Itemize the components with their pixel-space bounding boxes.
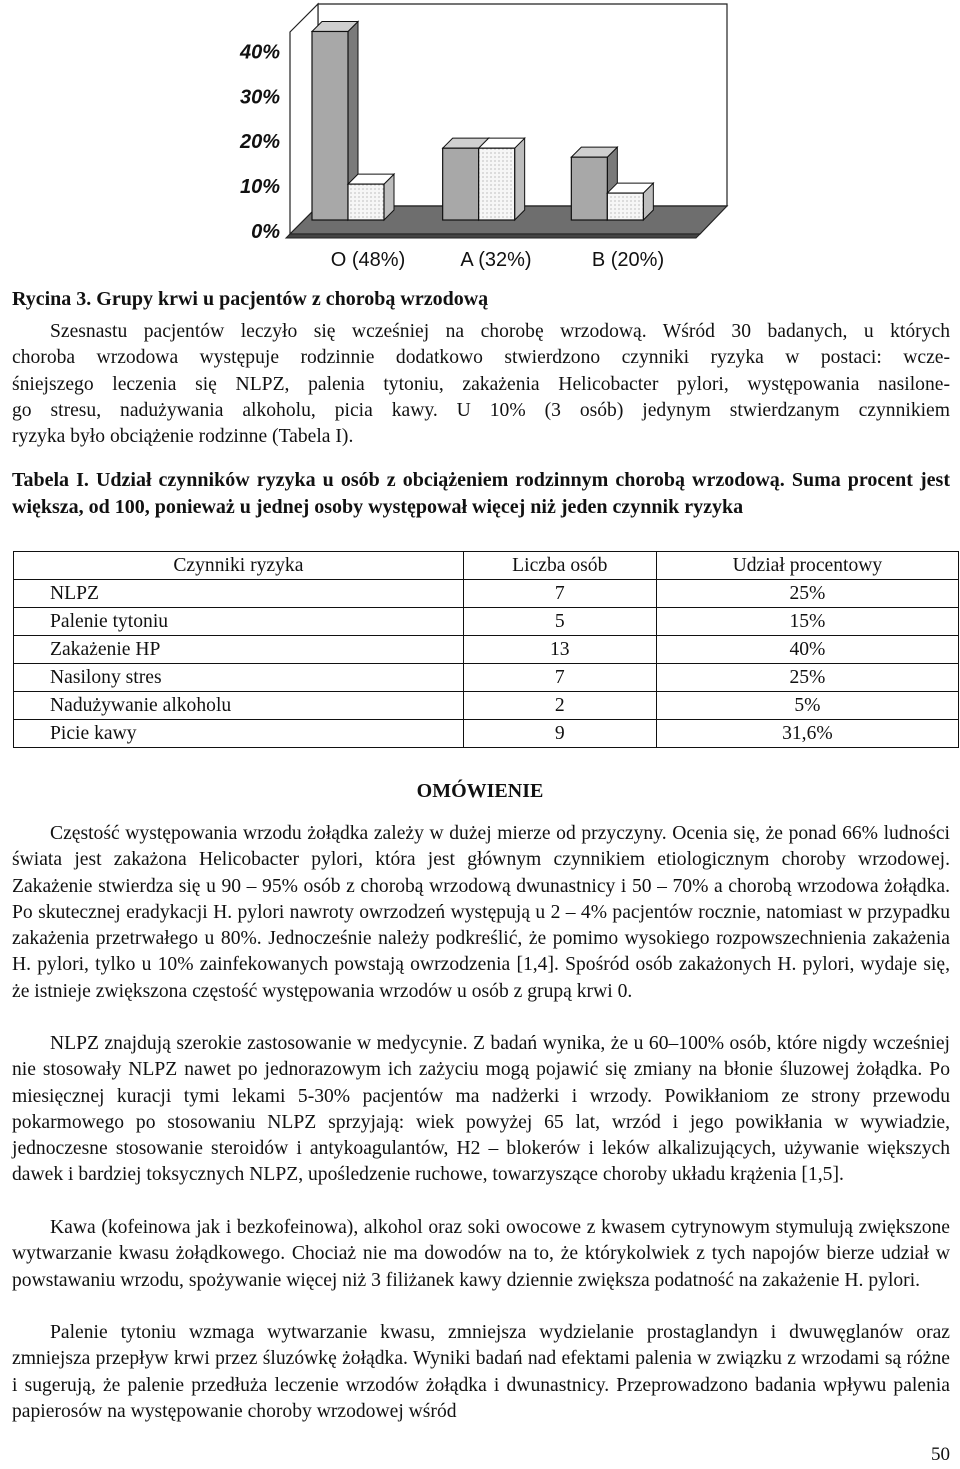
intro-line: choroba wrzodowa występuje rodzinnie dodatkowo stwierdzono czynniki ryzyka w postaci: wcze- [12,347,950,369]
table-row [14,664,959,692]
intro-line: ryzyka było obciążenie rodzinne (Tabela I). [12,426,354,448]
y-tick-label: 0% [251,221,280,243]
col-header-count: Liczba osób [463,552,656,580]
cell-percent: 40% [656,636,958,664]
bar [607,193,643,220]
cell-percent: 25% [656,664,958,692]
risk-factors-table [13,551,959,748]
y-tick-label: 20% [239,131,280,154]
discussion-paragraph-3: Kawa (kofeinowa jak i bezkofeinowa), alkohol oraz soki owocowe z kwasem cytrynowym stymulują zwiększone wytwarzanie kwasu żołądkowego. Chociaż nie ma dowodów na to, że którykolwiek z tych napojów bierze udział w powstawaniu wrzodu, spożywanie więcej niż 3 filiżanek kawy dziennie zwiększa podatność na zakażenie H. pylori. [12,1217,950,1291]
blood-group-chart [230,0,730,282]
category-label: A (32%) [460,249,532,271]
figure-caption: Rycina 3. Grupy krwi u pacjentów z chorobą wrzodową [12,288,489,310]
cell-factor: Zakażenie HP [14,636,464,664]
bar [312,31,348,220]
table-row [14,692,959,720]
table-row [14,636,959,664]
table-header-row [14,552,959,580]
chart-y-ticks [239,41,280,243]
intro-line: śniejszego leczenia się NLPZ, palenia tytoniu, zakażenia Helicobacter pylori, występowania nasilone- [12,373,950,395]
cell-factor: Nasilony stres [14,664,464,692]
cell-percent: 31,6% [656,720,958,748]
cell-factor: Nadużywanie alkoholu [14,692,464,720]
cell-factor: NLPZ [14,580,464,608]
cell-percent: 15% [656,608,958,636]
cell-factor: Picie kawy [14,720,464,748]
chart-floor-edge [286,234,700,238]
discussion-paragraph-2: NLPZ znajdują szerokie zastosowanie w medycynie. Z badań wynika, że u 60–100% osób, które nigdy wcześniej nie stosowały NLPZ nawet po jednorazowym ich zażyciu mogą pojawić się zmiany na błonie śluzowej żołądka. Po miesięcznej kuracji tymi lekami 5-30% pacjentów ma nadżerki i wrzody. Powikłaniom ze strony przewodu pokarmowego po stosowaniu NLPZ sprzyjają: wiek powyżej 65 lat, wrzód i jego powikłania w wywiadzie, jednoczesne stosowanie steroidów i antykoagulantów, H2 – blokerów i leków alkalizujących, używanie większych dawek i bardziej toksycznych NLPZ, upośledzenie ruchowe, towarzyszące choroby układu krążenia [1,5]. [12,1033,950,1186]
bar [571,157,607,220]
table-row [14,608,959,636]
table-title: Tabela I. Udział czynników ryzyka u osób z obciążeniem rodzinnym chorobą wrzodową. Suma procent jest większa, od 100, ponieważ u jednej osoby występował więcej niż jeden czynnik ryzyka [12,469,950,518]
bar [348,184,384,220]
section-heading: OMÓWIENIE [416,780,544,802]
bar-side [515,138,525,220]
cell-percent: 25% [656,580,958,608]
cell-count: 13 [463,636,656,664]
y-tick-label: 40% [239,41,280,64]
cell-count: 9 [463,720,656,748]
y-tick-label: 10% [239,176,280,199]
cell-percent: 5% [656,692,958,720]
cell-factor: Palenie tytoniu [14,608,464,636]
bar [479,148,515,220]
col-header-factor: Czynniki ryzyka [14,552,464,580]
chart-categories [331,249,664,271]
category-label: O (48%) [330,249,406,271]
cell-count: 2 [463,692,656,720]
page-number: 50 [931,1444,950,1465]
table-row [14,580,959,608]
cell-count: 7 [463,664,656,692]
table-row [14,720,959,748]
cell-count: 5 [463,608,656,636]
intro-line: Szesnastu pacjentów leczyło się wcześniej na chorobę wrzodową. Wśród 30 badanych, u których [50,321,950,342]
discussion-paragraph-4: Palenie tytoniu wzmaga wytwarzanie kwasu, zmniejsza wydzielanie prostaglandyn i dwuwęglanów oraz zmniejsza przepływ krwi przez śluzówkę żołądka. Wyniki badań nad efektami palenia w związku z wrzodami są różne i sugerują, że palenie przedłuża leczenie wrzodów żołądka i dwunastnicy. Przeprowadzono badania wpływu palenia papierosów na występowanie choroby wrzodowej wśród [12,1322,950,1422]
intro-line: go stresu, nadużywania alkoholu, picia kawy. U 10% (3 osób) jedynym stwierdzanym czynnikiem [12,399,950,421]
bar [443,148,479,220]
discussion-paragraph-1: Częstość występowania wrzodu żołądka zależy w dużej mierze od przyczyny. Ocenia się, że ponad 66% ludności świata jest zakażona Helicobacter pylori, która jest głównym czynnikiem etiologicznym choroby wrzodowej. Zakażenie stwierdza się u 90 – 95% osób z chorobą wrzodową dwunastnicy i 50 – 70% a chorobą wrzodowa żołądka. Po skutecznej eradykacji H. pylori nawroty owrzodzeń występują u 2 – 4% pacjentów rocznie, natomiast w przypadku zakażenia przetrwałego u 80%. Jednocześnie należy podkreślić, że pomimo wysokiego rozpowszechnienia zakażenia H. pylori, tylko u 10% zainfekowanych powstają owrzodzenia [1,4]. Spośród osób zakażonych H. pylori, wydaje się, że istnieje zwiększona częstość występowania wrzodów u osób z grupą krwi 0. [12,823,950,1002]
cell-count: 7 [463,580,656,608]
col-header-percent: Udział procentowy [656,552,958,580]
y-tick-label: 30% [239,86,280,109]
category-label: B (20%) [591,249,665,271]
